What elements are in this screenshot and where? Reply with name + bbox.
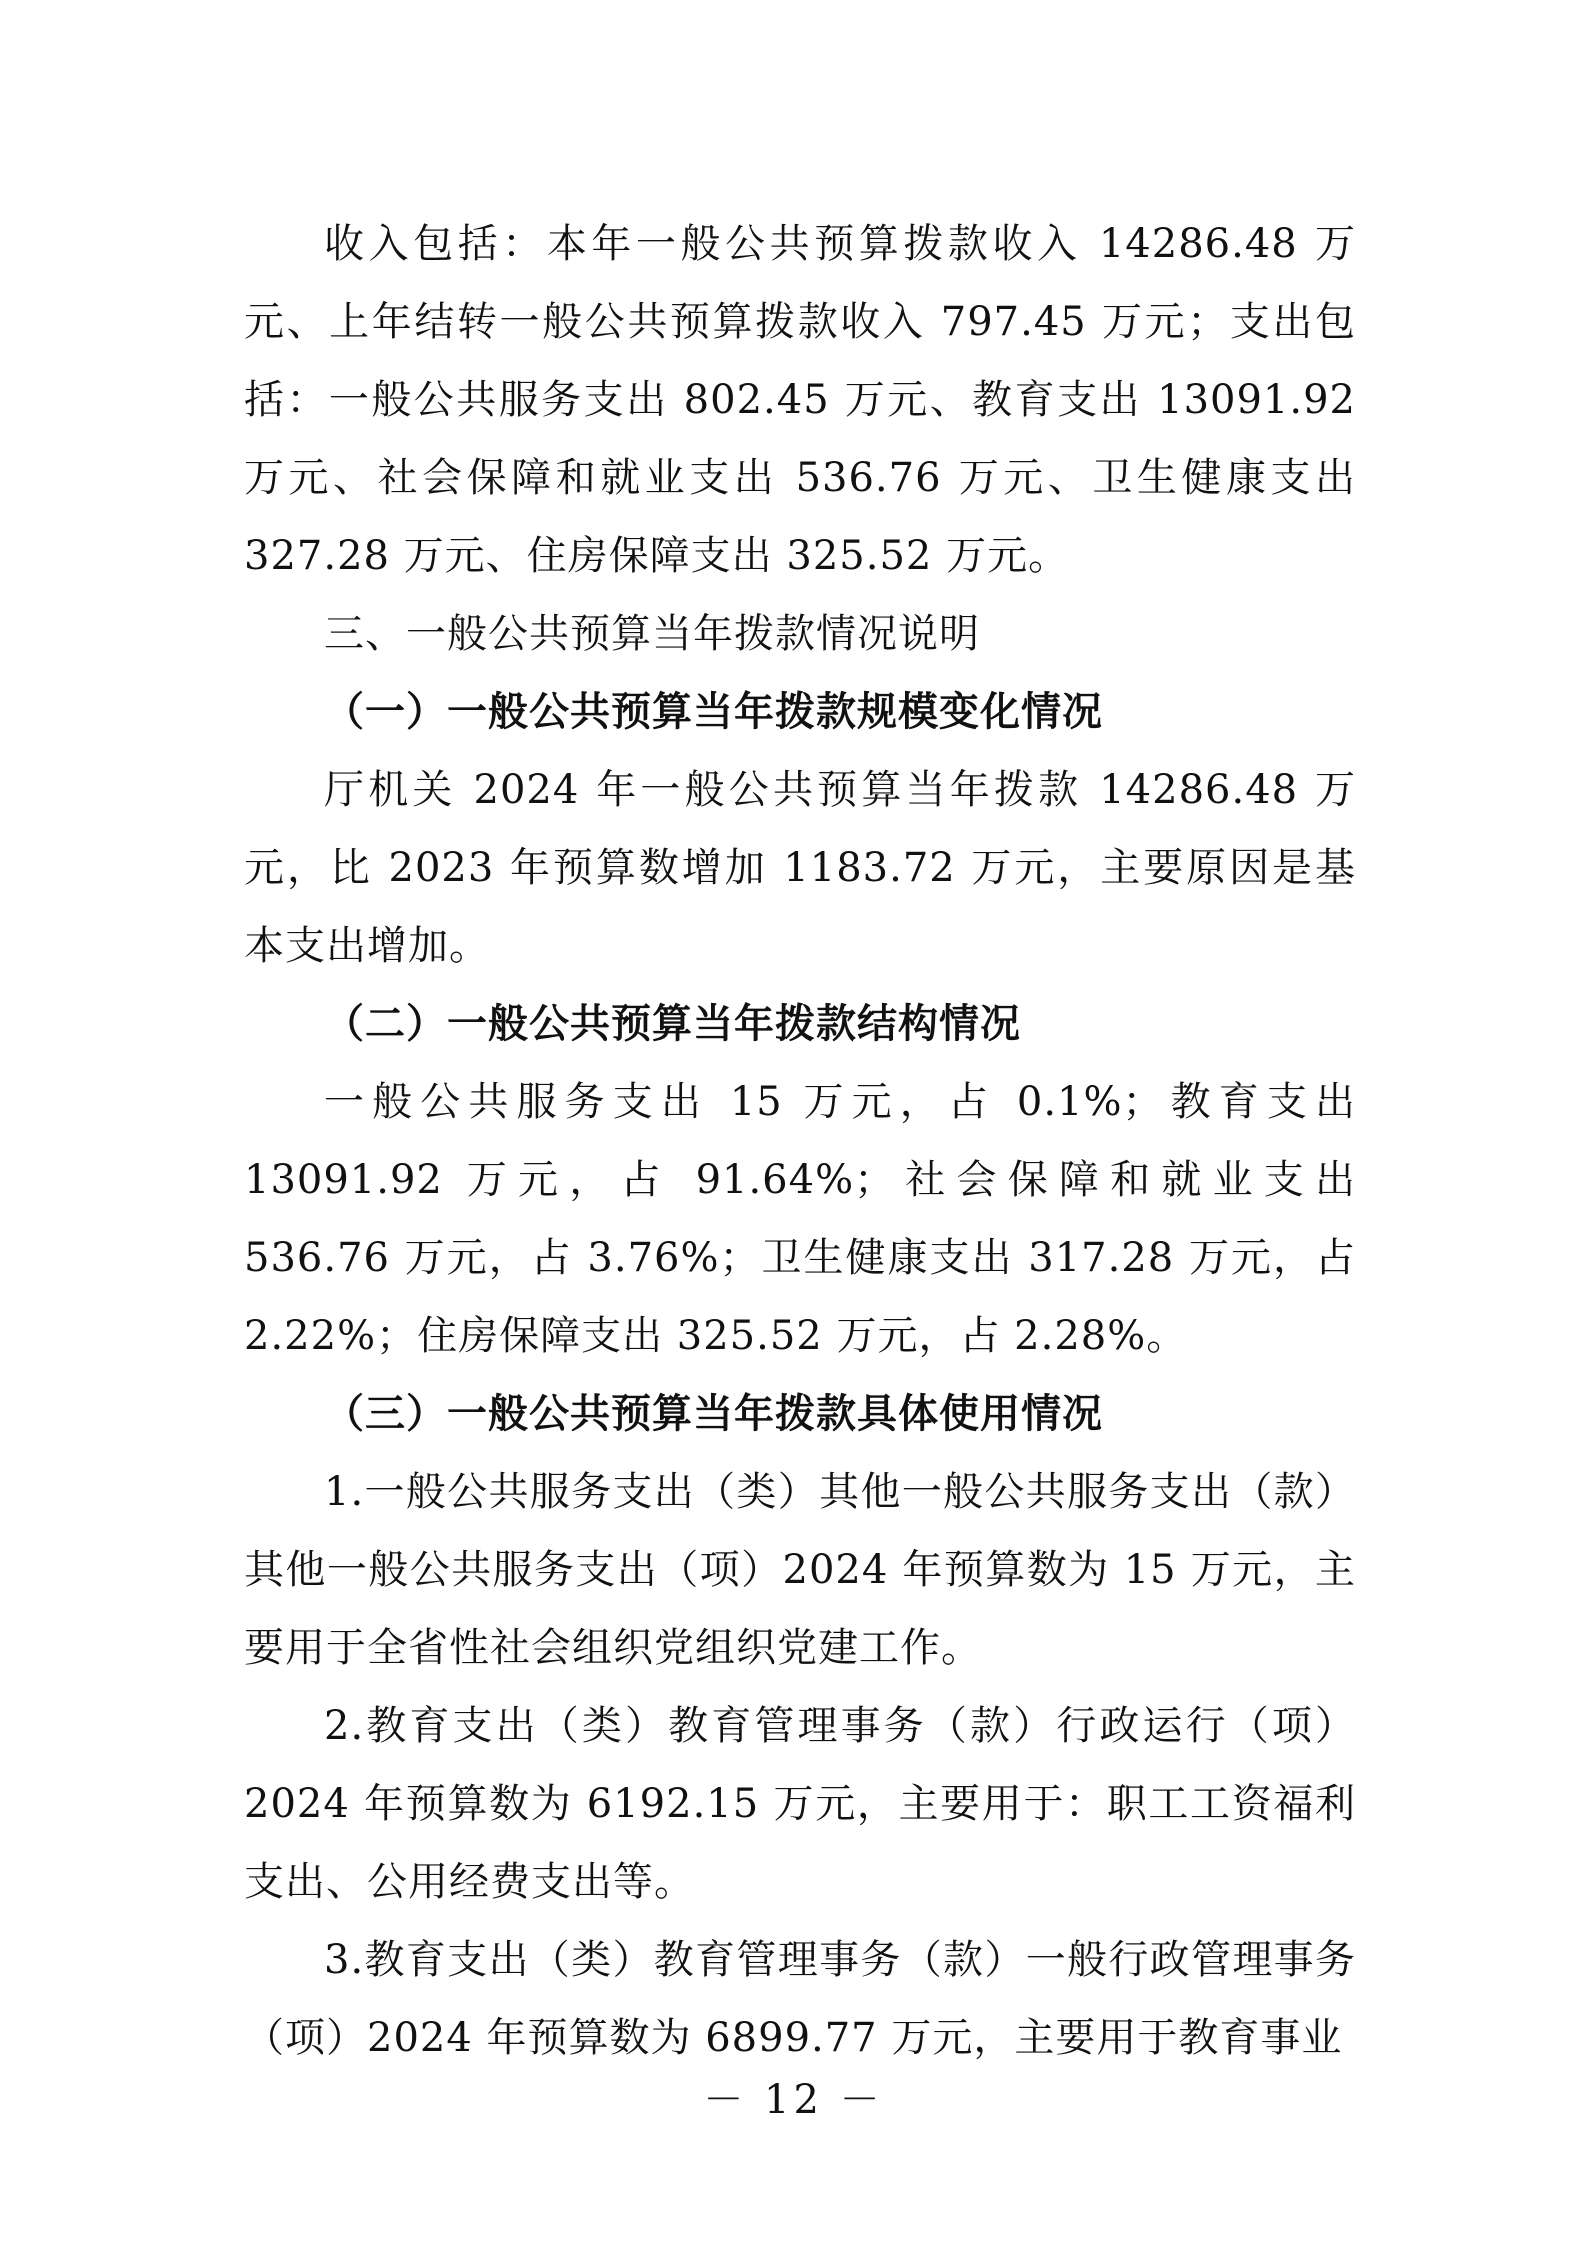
income-expense-paragraph: 收入包括：本年一般公共预算拨款收入 14286.48 万元、上年结转一般公共预算拨款收入 797.45 万元；支出包括：一般公共服务支出 802.45 万元、教育支出 13091.92 万元、社会保障和就业支出 536.76 万元、卫生健康支出 327.28 万元、住房保障支出 325.52 万元。 (244, 221, 1356, 579)
subsection-heading-2: （二）一般公共预算当年拨款结构情况 (324, 1000, 1021, 1047)
section-heading-3: 三、一般公共预算当年拨款情况说明 (324, 611, 980, 657)
structure-paragraph: 一般公共服务支出 15 万元，占 0.1%；教育支出 13091.92 万元，占 91.64%；社会保障和就业支出 536.76 万元，占 3.76%；卫生健康支出 317.28 万元，占 2.22%；住房保障支出 325.52 万元，占 2.28%。 (244, 1079, 1356, 1359)
subsection-heading-3: （三）一般公共预算当年拨款具体使用情况 (324, 1390, 1103, 1437)
usage-item-2: 2.教育支出（类）教育管理事务（款）行政运行（项）2024 年预算数为 6192.15 万元，主要用于：职工工资福利支出、公用经费支出等。 (244, 1703, 1356, 1905)
document-body (244, 205, 1356, 2077)
usage-item-1: 1.一般公共服务支出（类）其他一般公共服务支出（款）其他一般公共服务支出（项）2024 年预算数为 15 万元，主要用于全省性社会组织党组织党建工作。 (244, 1469, 1356, 1671)
page-number: － 12 － (703, 2077, 884, 2123)
subsection-heading-1: （一）一般公共预算当年拨款规模变化情况 (324, 688, 1103, 735)
usage-item-3: 3.教育支出（类）教育管理事务（款）一般行政管理事务（项）2024 年预算数为 6899.77 万元，主要用于教育事业 (244, 1937, 1356, 2061)
scale-change-paragraph: 厅机关 2024 年一般公共预算当年拨款 14286.48 万元，比 2023 年预算数增加 1183.72 万元，主要原因是基本支出增加。 (244, 767, 1356, 969)
